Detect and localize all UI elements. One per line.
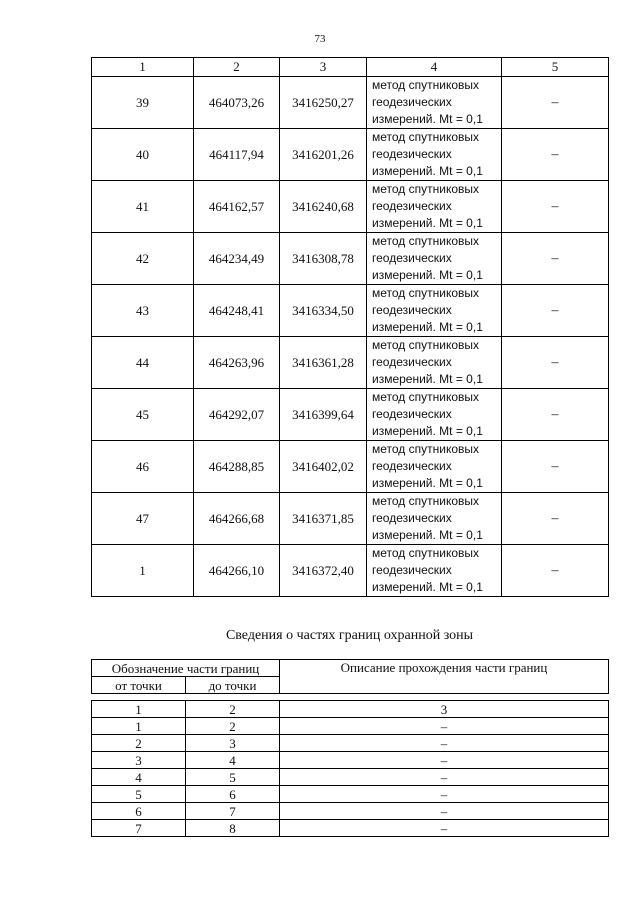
point-to: 6 bbox=[186, 786, 280, 803]
table-row bbox=[92, 129, 609, 181]
point-to: 7 bbox=[186, 803, 280, 820]
method-line: метод спутниковых bbox=[372, 546, 480, 560]
coordinate-y: 3416334,50 bbox=[280, 285, 367, 337]
method-line: измерений. Mt = 0,1 bbox=[372, 528, 483, 542]
method-line: геодезических bbox=[372, 407, 452, 421]
method-description bbox=[367, 441, 502, 493]
table-row bbox=[92, 389, 609, 441]
coordinate-x: 464288,85 bbox=[194, 441, 280, 493]
coordinate-x: 464234,49 bbox=[194, 233, 280, 285]
part-description: – bbox=[280, 718, 609, 735]
table-row bbox=[92, 545, 609, 597]
method-line: измерений. Mt = 0,1 bbox=[372, 580, 483, 594]
coordinate-x: 464162,57 bbox=[194, 181, 280, 233]
point-number: 39 bbox=[92, 77, 194, 129]
table-row bbox=[92, 285, 609, 337]
method-line: измерений. Mt = 0,1 bbox=[372, 320, 483, 334]
part-description: – bbox=[280, 786, 609, 803]
column-5-value: – bbox=[502, 493, 609, 545]
table-row bbox=[92, 803, 609, 820]
point-number: 47 bbox=[92, 493, 194, 545]
coordinate-y: 3416372,40 bbox=[280, 545, 367, 597]
table-numbering-row bbox=[92, 701, 609, 718]
boundary-parts-table bbox=[91, 659, 609, 837]
column-header-to: до точки bbox=[186, 677, 280, 694]
column-5-value: – bbox=[502, 389, 609, 441]
method-description bbox=[367, 285, 502, 337]
table-row bbox=[92, 718, 609, 735]
point-number: 43 bbox=[92, 285, 194, 337]
point-from: 2 bbox=[92, 735, 186, 752]
method-line: геодезических bbox=[372, 563, 452, 577]
method-line: геодезических bbox=[372, 511, 452, 525]
part-description: – bbox=[280, 820, 609, 837]
coordinate-x: 464117,94 bbox=[194, 129, 280, 181]
method-description bbox=[367, 493, 502, 545]
coordinates-table bbox=[91, 57, 609, 597]
method-line: измерений. Mt = 0,1 bbox=[372, 372, 483, 386]
coordinate-y: 3416402,02 bbox=[280, 441, 367, 493]
table-row bbox=[92, 77, 609, 129]
method-line: измерений. Mt = 0,1 bbox=[372, 112, 483, 126]
table-spacer-row bbox=[92, 694, 609, 701]
coordinate-x: 464248,41 bbox=[194, 285, 280, 337]
method-line: геодезических bbox=[372, 251, 452, 265]
table-row bbox=[92, 493, 609, 545]
column-header: 4 bbox=[367, 58, 502, 77]
column-5-value: – bbox=[502, 233, 609, 285]
method-line: метод спутниковых bbox=[372, 234, 480, 248]
method-line: метод спутниковых bbox=[372, 78, 480, 92]
part-description: – bbox=[280, 769, 609, 786]
coordinate-x: 464266,10 bbox=[194, 545, 280, 597]
point-number: 45 bbox=[92, 389, 194, 441]
column-number: 1 bbox=[92, 701, 186, 718]
coordinate-y: 3416361,28 bbox=[280, 337, 367, 389]
coordinate-y: 3416399,64 bbox=[280, 389, 367, 441]
method-line: геодезических bbox=[372, 303, 452, 317]
coordinate-x: 464263,96 bbox=[194, 337, 280, 389]
point-from: 7 bbox=[92, 820, 186, 837]
column-5-value: – bbox=[502, 441, 609, 493]
method-line: измерений. Mt = 0,1 bbox=[372, 476, 483, 490]
column-5-value: – bbox=[502, 545, 609, 597]
column-number: 3 bbox=[280, 701, 609, 718]
point-from: 6 bbox=[92, 803, 186, 820]
coordinate-y: 3416308,78 bbox=[280, 233, 367, 285]
column-header: 3 bbox=[280, 58, 367, 77]
method-line: метод спутниковых bbox=[372, 494, 480, 508]
column-header-from: от точки bbox=[92, 677, 186, 694]
point-number: 1 bbox=[92, 545, 194, 597]
point-from: 4 bbox=[92, 769, 186, 786]
column-header: 5 bbox=[502, 58, 609, 77]
column-header-description: Описание прохождения части границ bbox=[280, 660, 609, 694]
method-line: измерений. Mt = 0,1 bbox=[372, 268, 483, 282]
table-row bbox=[92, 769, 609, 786]
table-header-row bbox=[92, 58, 609, 77]
coordinate-y: 3416371,85 bbox=[280, 493, 367, 545]
table-row bbox=[92, 735, 609, 752]
column-5-value: – bbox=[502, 337, 609, 389]
method-line: метод спутниковых bbox=[372, 338, 480, 352]
table-row bbox=[92, 181, 609, 233]
table-header-row bbox=[92, 660, 609, 677]
table-row bbox=[92, 233, 609, 285]
point-number: 40 bbox=[92, 129, 194, 181]
point-from: 3 bbox=[92, 752, 186, 769]
page-number: 73 bbox=[314, 33, 326, 45]
point-from: 1 bbox=[92, 718, 186, 735]
column-header: 2 bbox=[194, 58, 280, 77]
point-to: 3 bbox=[186, 735, 280, 752]
column-5-value: – bbox=[502, 285, 609, 337]
method-line: метод спутниковых bbox=[372, 286, 480, 300]
coordinate-y: 3416201,26 bbox=[280, 129, 367, 181]
method-description bbox=[367, 233, 502, 285]
point-to: 5 bbox=[186, 769, 280, 786]
method-description bbox=[367, 181, 502, 233]
point-from: 5 bbox=[92, 786, 186, 803]
method-line: измерений. Mt = 0,1 bbox=[372, 216, 483, 230]
method-line: измерений. Mt = 0,1 bbox=[372, 424, 483, 438]
table-row bbox=[92, 752, 609, 769]
table-row bbox=[92, 337, 609, 389]
method-description bbox=[367, 77, 502, 129]
column-group-header: Обозначение части границ bbox=[92, 660, 280, 677]
method-description bbox=[367, 545, 502, 597]
column-5-value: – bbox=[502, 129, 609, 181]
point-to: 4 bbox=[186, 752, 280, 769]
column-number: 2 bbox=[186, 701, 280, 718]
section-title: Сведения о частях границ охранной зоны bbox=[225, 628, 474, 643]
column-header: 1 bbox=[92, 58, 194, 77]
column-5-value: – bbox=[502, 77, 609, 129]
point-to: 2 bbox=[186, 718, 280, 735]
coordinate-x: 464266,68 bbox=[194, 493, 280, 545]
table-row bbox=[92, 441, 609, 493]
method-line: метод спутниковых bbox=[372, 130, 480, 144]
method-description bbox=[367, 337, 502, 389]
table-row bbox=[92, 786, 609, 803]
method-line: метод спутниковых bbox=[372, 442, 480, 456]
point-number: 46 bbox=[92, 441, 194, 493]
method-line: метод спутниковых bbox=[372, 182, 480, 196]
part-description: – bbox=[280, 752, 609, 769]
part-description: – bbox=[280, 735, 609, 752]
point-to: 8 bbox=[186, 820, 280, 837]
method-line: геодезических bbox=[372, 199, 452, 213]
method-line: измерений. Mt = 0,1 bbox=[372, 164, 483, 178]
method-description bbox=[367, 129, 502, 181]
method-line: геодезических bbox=[372, 459, 452, 473]
method-line: геодезических bbox=[372, 147, 452, 161]
point-number: 42 bbox=[92, 233, 194, 285]
coordinate-x: 464073,26 bbox=[194, 77, 280, 129]
part-description: – bbox=[280, 803, 609, 820]
method-line: геодезических bbox=[372, 95, 452, 109]
point-number: 41 bbox=[92, 181, 194, 233]
coordinate-y: 3416240,68 bbox=[280, 181, 367, 233]
method-line: метод спутниковых bbox=[372, 390, 480, 404]
column-5-value: – bbox=[502, 181, 609, 233]
point-number: 44 bbox=[92, 337, 194, 389]
table-row bbox=[92, 820, 609, 837]
method-line: геодезических bbox=[372, 355, 452, 369]
coordinate-y: 3416250,27 bbox=[280, 77, 367, 129]
coordinate-x: 464292,07 bbox=[194, 389, 280, 441]
method-description bbox=[367, 389, 502, 441]
